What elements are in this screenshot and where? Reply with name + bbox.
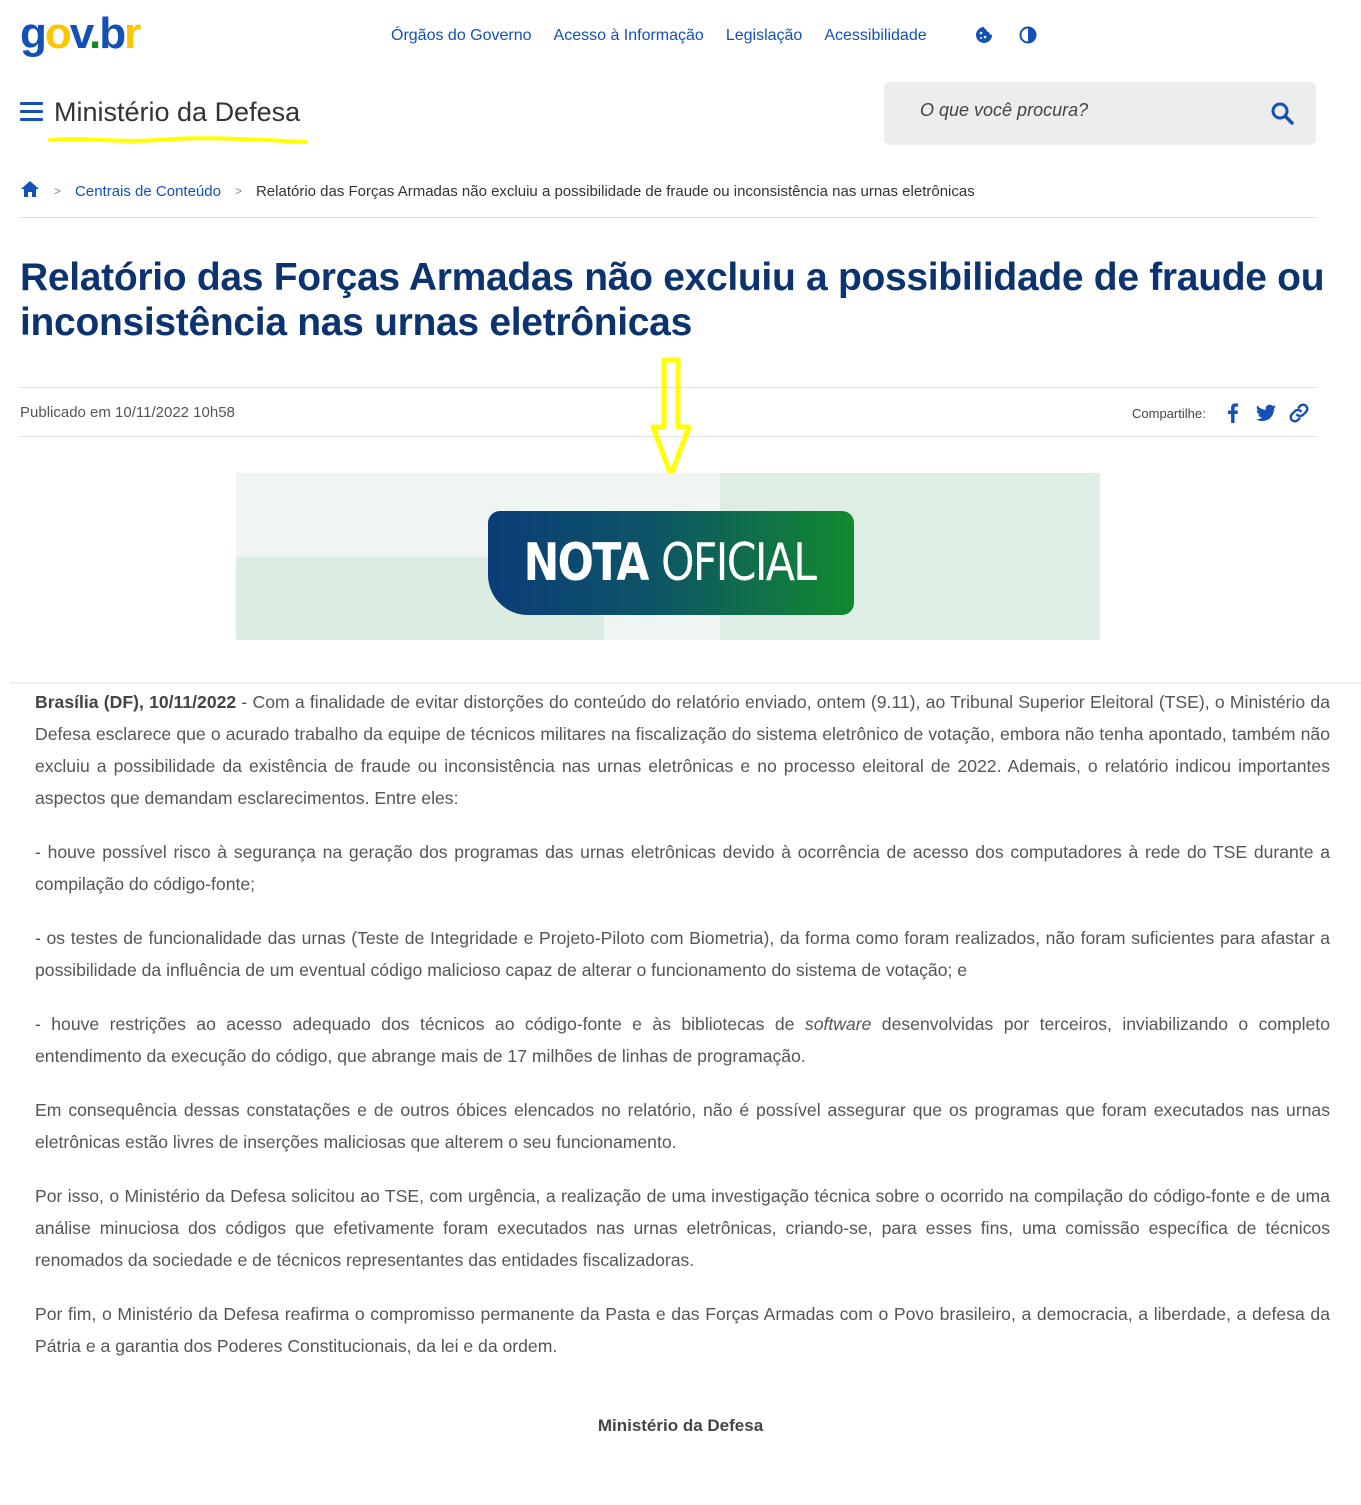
- link-orgaos-governo[interactable]: Órgãos do Governo: [391, 27, 532, 44]
- signature: Ministério da Defesa: [597, 1416, 764, 1435]
- search-icon[interactable]: [1270, 101, 1294, 125]
- article-paragraph: Por isso, o Ministério da Defesa solicitou ao TSE, com urgência, a realização de uma investigação técnica sobre o ocorrido na compilação do código-fonte e de uma análise minuciosa dos códigos que efetivamente foram executados nas urnas eletrônicas, criando-se, para esses fins, uma comissão específica de técnicos renomados da sociedade e de técnicos representantes das entidades fiscalizadoras.: [35, 1186, 1330, 1270]
- search-box: [884, 82, 1316, 145]
- top-nav: [391, 27, 927, 45]
- banner-word-oficial: OFICIAL: [660, 533, 815, 593]
- top-icons: [975, 26, 1037, 44]
- breadcrumb-separator: >: [54, 184, 62, 198]
- twitter-icon[interactable]: [1255, 402, 1277, 424]
- govbr-logo[interactable]: gov.br: [20, 9, 140, 58]
- article-paragraph: Por fim, o Ministério da Defesa reafirma o compromisso permanente da Pasta e das Forças Armadas com o Povo brasileiro, a democracia, a liberdade, a defesa da Pátria e a garantia dos Poderes Constitucionais, da lei e da ordem.: [35, 1304, 1330, 1356]
- article-paragraph: Brasília (DF), 10/11/2022 - Com a finalidade de evitar distorções do conteúdo do relatório enviado, ontem (9.11), ao Tribunal Superior Eleitoral (TSE), o Ministério da Defesa esclarece que o acurado trabalho da equipe de técnicos militares na fiscalização do sistema eletrônico de votação, embora não tenha apontado, também não excluiu a possibilidade da existência de fraude ou inconsistência nas urnas eletrônicas e no processo eleitoral de 2022. Ademais, o relatório indicou importantes aspectos que demandam esclarecimentos. Entre eles:: [35, 692, 1330, 808]
- breadcrumb-centrais[interactable]: Centrais de Conteúdo: [75, 182, 221, 200]
- arrow-annotation-icon: [648, 357, 694, 481]
- dateline: Brasília (DF), 10/11/2022: [35, 692, 237, 712]
- home-icon[interactable]: [20, 180, 40, 202]
- search-input[interactable]: [920, 100, 1260, 121]
- published-date: Publicado em 10/11/2022 10h58: [20, 404, 235, 421]
- highlight-underline: [48, 134, 308, 148]
- article-body: [35, 686, 1330, 1384]
- breadcrumb-current: Relatório das Forças Armadas não excluiu a possibilidade de fraude ou inconsistência nas urnas eletrônicas: [255, 182, 975, 200]
- section-divider: [10, 682, 1361, 685]
- site-title[interactable]: Ministério da Defesa: [54, 97, 301, 127]
- breadcrumb: [20, 180, 975, 202]
- link-acessibilidade[interactable]: Acessibilidade: [824, 27, 927, 44]
- facebook-icon[interactable]: [1222, 402, 1244, 424]
- banner-word-nota: NOTA: [523, 533, 648, 593]
- article-paragraph: Em consequência dessas constatações e de outros óbices elencados no relatório, não é possível assegurar que os programas que foram executados nas urnas eletrônicas estão livres de inserções maliciosas que alterem o seu funcionamento.: [35, 1100, 1330, 1152]
- banner-plate: [488, 511, 854, 615]
- nota-oficial-banner: [236, 473, 1100, 640]
- link-icon[interactable]: [1288, 402, 1310, 424]
- share-label: Compartilhe:: [1132, 405, 1206, 421]
- link-legislacao[interactable]: Legislação: [725, 27, 803, 44]
- article-paragraph: - houve restrições ao acesso adequado dos técnicos ao código-fonte e às bibliotecas de software desenvolvidas por terceiros, inviabilizando o completo entendimento da execução do código, que abrange mais de 17 milhões de linhas de programação.: [35, 1014, 1330, 1066]
- share-bar: [1132, 402, 1321, 424]
- divider: [20, 217, 1316, 218]
- menu-icon[interactable]: [20, 102, 43, 122]
- contrast-icon[interactable]: [1019, 26, 1037, 44]
- link-acesso-informacao[interactable]: Acesso à Informação: [553, 27, 704, 44]
- page-title: Relatório das Forças Armadas não excluiu a possibilidade de fraude ou inconsistência nas urnas eletrônicas: [20, 256, 1325, 344]
- breadcrumb-separator: >: [234, 184, 242, 198]
- article-paragraph: - os testes de funcionalidade das urnas (Teste de Integridade e Projeto-Piloto com Biometria), da forma como foram realizados, não foram suficientes para afastar a possibilidade da influência de um eventual código malicioso capaz de alterar o funcionamento do sistema de votação; e: [35, 928, 1330, 980]
- cookie-icon[interactable]: [975, 26, 993, 44]
- article-paragraph: - houve possível risco à segurança na geração dos programas das urnas eletrônicas devido à ocorrência de acesso dos computadores à rede do TSE durante a compilação do código-fonte;: [35, 842, 1330, 894]
